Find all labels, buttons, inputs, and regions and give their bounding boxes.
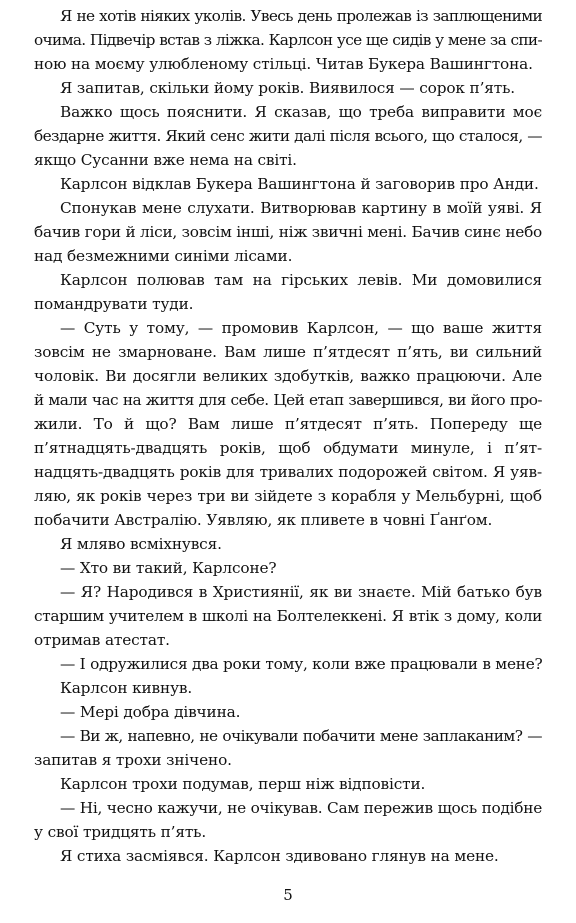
text-line: — І одружилися два роки тому, коли вже працювали в мене? bbox=[60, 655, 542, 673]
text-line: Карлсон кивнув. bbox=[60, 679, 193, 697]
text-line: Карлсон відклав Букера Вашингтона й заговорив про Анди. bbox=[60, 175, 539, 193]
text-line: у свої тридцять п’ять. bbox=[34, 823, 207, 841]
text-line: надцять-двадцять років для тривалих подорожей світом. Я уяв- bbox=[34, 463, 542, 481]
text-line: Я мляво всміхнувся. bbox=[60, 535, 222, 553]
text-line: Карлсон полював там на гірських левів. Ми домовилися bbox=[60, 271, 542, 289]
text-line: помандрувати туди. bbox=[34, 295, 194, 313]
text-line: Я не хотів ніяких уколів. Увесь день пролежав із заплющеними bbox=[60, 7, 542, 25]
text-line: жили. То й що? Вам лише п’ятдесят п’ять. Попереду ще bbox=[34, 415, 542, 433]
text-line: — Хто ви такий, Карлсоне? bbox=[60, 559, 277, 577]
text-line: Я стиха засміявся. Карлсон здивовано глянув на мене. bbox=[60, 847, 499, 865]
text-line: — Ви ж, напевно, не очікували побачити мене заплаканим? — bbox=[60, 727, 542, 745]
text-line: Карлсон трохи подумав, перш ніж відповісти. bbox=[60, 775, 426, 793]
text-line: й мали час на життя для себе. Цей етап завершився, ви його про- bbox=[34, 391, 542, 409]
text-line: зовсім не змарноване. Вам лише п’ятдесят п’ять, ви сильний bbox=[34, 343, 542, 361]
text-line: п’ятнадцять-двадцять років, щоб обдумати минуле, і п’ят- bbox=[34, 439, 542, 457]
text-line: Спонукав мене слухати. Витворював картину в моїй уяві. Я bbox=[60, 199, 542, 217]
text-line: чоловік. Ви досягли великих здобутків, важко працюючи. Але bbox=[34, 367, 542, 385]
text-line: очима. Підвечір встав з ліжка. Карлсон усе ще сидів у мене за спи- bbox=[34, 31, 542, 49]
page-number: 5 bbox=[283, 886, 293, 904]
text-line: бездарне життя. Який сенс жити далі після всього, що сталося, — bbox=[34, 127, 542, 145]
text-line: Важко щось пояснити. Я сказав, що треба виправити моє bbox=[60, 103, 542, 121]
body-text bbox=[34, 4, 542, 868]
text-line: якщо Сусанни вже нема на світі. bbox=[34, 151, 297, 169]
text-line: ляю, як років через три ви зійдете з корабля у Мельбурні, щоб bbox=[34, 487, 542, 505]
text-line: — Суть у тому, — промовив Карлсон, — що ваше життя bbox=[60, 319, 542, 337]
text-line: бачив гори й ліси, зовсім інші, ніж звичні мені. Бачив синє небо bbox=[34, 223, 542, 241]
text-line: над безмежними синіми лісами. bbox=[34, 247, 293, 265]
text-line: старшим учителем в школі на Болтелеккені. Я втік з дому, коли bbox=[34, 607, 542, 625]
text-line: — Ні, чесно кажучи, не очікував. Сам пережив щось подібне bbox=[60, 799, 542, 817]
text-line: побачити Австралію. Уявляю, як пливете в човні Ґанґом. bbox=[34, 511, 493, 529]
text-line: отримав атестат. bbox=[34, 631, 170, 649]
text-line: Я запитав, скільки йому років. Виявилося — сорок п’ять. bbox=[60, 79, 516, 97]
text-line: ною на моєму улюбленому стільці. Читав Букера Вашингтона. bbox=[34, 55, 533, 73]
text-line: — Мері добра дівчина. bbox=[60, 703, 241, 721]
text-line: запитав я трохи знічено. bbox=[34, 751, 232, 769]
text-line: — Я? Народився в Християнії, як ви знаєте. Мій батько був bbox=[60, 583, 542, 601]
